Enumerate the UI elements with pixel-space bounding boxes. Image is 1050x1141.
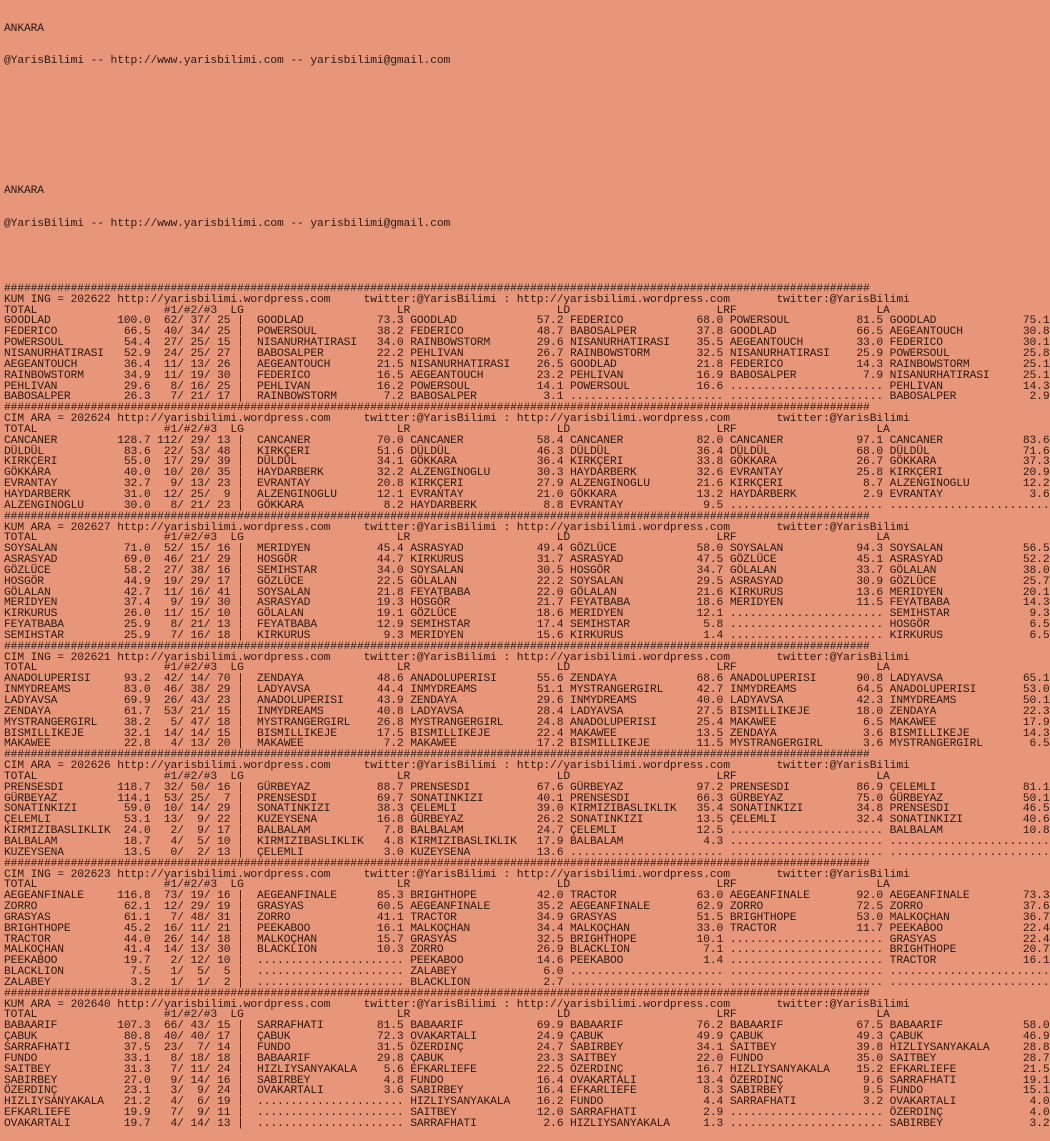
race-row: FEYATBABA 25.9 8/ 21/ 13 | FEYATBABA 12.9 SEMIHSTAR 17.4 SEMIHSTAR 5.8 ....................... HOSGÖR 6.5 (4, 619, 1050, 632)
header-contact: @YarisBilimi -- http://www.yarisbilimi.com -- yarisbilimi@gmail.com (4, 55, 451, 68)
race-row: ANADOLUPERISI 93.2 42/ 14/ 70 | ZENDAYA 48.6 ANADOLUPERISI 55.6 ZENDAYA 68.6 ANADOLUPERISI 90.8 LADYAVSA 65.1 (4, 673, 1050, 686)
race-row: OVAKARTALI 19.7 4/ 14/ 13 | ...................... SARRAFHATI 2.6 HIZLIYSANYAKALA 1.3 ....................... SABIRBEY 3.2 (4, 1117, 1050, 1130)
separator-line: ################################################################################################################################## (4, 987, 870, 1000)
column-header: TOTAL #1/#2/#3 LG LR LD LRF LA (4, 532, 890, 545)
race-row: SEMIHSTAR 25.9 7/ 16/ 18 | KIRKURUS 9.3 MERIDYEN 15.6 KIRKURUS 1.4 ....................... KIRKURUS 6.5 (4, 629, 1050, 642)
race-row: ÖZERDINÇ 23.1 3/ 9/ 24 | OVAKARTALI 3.6 SABIRBEY 16.4 EFKARLIEFE 8.3 SABIRBEY 9.5 FUNDO 15.1 (4, 1085, 1050, 1098)
race-row: EFKARLIEFE 19.9 7/ 9/ 11 | ...................... SAITBEY 12.0 SARRAFHATI 2.9 ....................... ÖZERDINÇ 4.0 (4, 1107, 1050, 1120)
race-row: BRIGHTHOPE 45.2 16/ 11/ 21 | PEEKABOO 16.1 MALKOÇHAN 34.4 MALKOÇHAN 33.0 TRACTOR 11.7 PEEKABOO 22.4 (4, 922, 1050, 935)
race-row: SABIRBEY 27.0 9/ 14/ 16 | SABIRBEY 4.8 FUNDO 16.4 OVAKARTALI 13.4 ÖZERDINÇ 9.6 SARRAFHATI 19.1 (4, 1074, 1050, 1087)
race-row: MAKAWEE 22.8 4/ 13/ 20 | MAKAWEE 7.2 MAKAWEE 17.2 BISMILLIKEJE 11.5 MYSTRANGERGIRL 3.6 MYSTRANGERGIRL 6.5 (4, 738, 1050, 751)
race-row: MALKOÇHAN 41.4 14/ 13/ 30 | BLACKLION 10.3 ZORRO 26.9 BLACKLION 7.1 ....................... BRIGHTHOPE 20.7 (4, 944, 1050, 957)
race-row: HOSGÖR 44.9 19/ 29/ 17 | GÖZLÜCE 22.5 GÖLALAN 22.2 SOYSALAN 29.5 ASRASYAD 30.9 GÖZLÜCE 25.7 (4, 575, 1050, 588)
race-row: SAITBEY 31.3 7/ 11/ 24 | HIZLIYSANYAKALA 5.6 EFKARLIEFE 22.5 ÖZERDINÇ 16.7 HIZLIYSANYAKALA 15.2 EFKARLIEFE 21.5 (4, 1063, 1050, 1076)
race-title: CIM ARA = 202624 http://yarisbilimi.wordpress.com twitter:@YarisBilimi : http://yarisbilimi.wordpress.com twitter:@YarisBilimi (4, 413, 910, 426)
race-row: ALZENGINOGLU 30.0 8/ 21/ 23 | GÖKKARA 8.2 HAYDARBERK 8.8 EVRANTAY 9.5 ....................... ........................ (4, 499, 1050, 512)
race-row: PEHLIVAN 29.6 8/ 16/ 25 | PEHLIVAN 16.2 POWERSOUL 14.1 POWERSOUL 16.6 ....................... PEHLIVAN 14.3 (4, 380, 1050, 393)
header-city-repeat: ANKARA (4, 185, 44, 198)
race-title: KUM ING = 202622 http://yarisbilimi.wordpress.com twitter:@YarisBilimi : http://yarisbilimi.wordpress.com twitter:@YarisBilimi (4, 293, 910, 306)
race-row: HAYDARBERK 31.0 12/ 25/ 9 | ALZENGINOGLU 12.1 EVRANTAY 21.0 GÖKKARA 13.2 HAYDARBERK 2.9 EVRANTAY 3.6 (4, 488, 1050, 501)
race-row: SONATINKIZI 59.0 10/ 14/ 29 | SONATINKIZI 38.3 ÇELEMLI 39.0 KIRMIZIBASLIKLIK 35.4 SONATINKIZI 34.8 PRENSESDI 46.5 (4, 803, 1050, 816)
column-header: TOTAL #1/#2/#3 LG LR LD LRF LA (4, 879, 890, 892)
race-row: KIRKURUS 26.0 11/ 15/ 10 | GÖLALAN 19.1 GÖZLÜCE 18.6 MERIDYEN 12.1 ....................... SEMIHSTAR 9.3 (4, 608, 1050, 621)
race-row: POWERSOUL 54.4 27/ 25/ 15 | NISANURHATIRASI 34.0 RAINBOWSTORM 29.6 NISANURHATIRASI 35.5 AEGEANTOUCH 33.0 FEDERICO 30.1 (4, 337, 1050, 350)
race-row: HIZLIYSANYAKALA 21.2 4/ 6/ 19 | ...................... HIZLIYSANYAKALA 16.2 FUNDO 4.4 SARRAFHATI 3.2 OVAKARTALI 4.0 (4, 1096, 1050, 1109)
blank-line (4, 154, 1050, 165)
race-row: PEEKABOO 19.7 2/ 12/ 10 | ...................... PEEKABOO 14.6 PEEKABOO 1.4 ....................... TRACTOR 16.1 (4, 955, 1050, 968)
race-row: KUZEYSENA 13.5 0/ 2/ 13 | ÇELEMLI 3.0 KUZEYSENA 13.6 ....................... ....................... ........................ (4, 846, 1050, 859)
race-row: KIRKÇERI 55.0 17/ 29/ 39 | DÜLDÜL 34.1 GÖKKARA 36.4 KIRKÇERI 33.8 GÖKKARA 26.7 GÖKKARA 37.3 (4, 456, 1050, 469)
race-row: ZALABEY 3.2 1/ 1/ 2 | ...................... BLACKLION 2.7 ....................... ....................... ........................ (4, 976, 1050, 989)
separator-line: ################################################################################################################################## (4, 282, 870, 295)
race-row: ÇELEMLI 53.1 13/ 9/ 22 | KUZEYSENA 16.8 GÜRBEYAZ 26.2 SONATINKIZI 13.5 ÇELEMLI 32.4 SONATINKIZI 40.6 (4, 814, 1050, 827)
race-row: EVRANTAY 32.7 9/ 13/ 23 | EVRANTAY 20.8 KIRKÇERI 27.9 ALZENGINOGLU 21.6 KIRKÇERI 8.7 ALZENGINOGLU 12.2 (4, 478, 1050, 491)
race-row: GRASYAS 61.1 7/ 48/ 31 | ZORRO 41.1 TRACTOR 34.9 GRASYAS 51.5 BRIGHTHOPE 53.0 MALKOÇHAN 36.7 (4, 911, 1050, 924)
race-row: BISMILLIKEJE 32.1 14/ 14/ 15 | BISMILLIKEJE 17.5 BISMILLIKEJE 22.4 MAKAWEE 13.5 ZENDAYA 3.6 BISMILLIKEJE 14.3 (4, 727, 1050, 740)
race-row: NISANURHATIRASI 52.9 24/ 25/ 27 | BABOSALPER 22.2 PEHLIVAN 26.7 RAINBOWSTORM 32.5 NISANURHATIRASI 25.9 POWERSOUL 25.8 (4, 348, 1050, 360)
separator-line: ################################################################################################################################## (4, 749, 870, 762)
race-row: ASRASYAD 69.0 46/ 21/ 29 | HOSGÖR 44.7 KIRKURUS 31.7 ASRASYAD 47.5 GÖZLÜCE 45.1 ASRASYAD 52.2 (4, 554, 1050, 567)
column-header: TOTAL #1/#2/#3 LG LR LD LRF LA (4, 423, 890, 436)
race-row: SARRAFHATI 37.5 23/ 7/ 14 | FUNDO 31.5 ÖZERDINÇ 24.7 SABIRBEY 34.1 SAITBEY 39.8 HIZLIYSANYAKALA 28.8 (4, 1042, 1050, 1054)
column-header: TOTAL #1/#2/#3 LG LR LD LRF LA (4, 1009, 890, 1022)
race-row: BABAARIF 107.3 66/ 43/ 15 | SARRAFHATI 81.5 BABAARIF 69.9 BABAARIF 76.2 BABAARIF 67.5 BABAARIF 58.0 (4, 1020, 1050, 1033)
race-row: SOYSALAN 71.0 52/ 15/ 16 | MERIDYEN 45.4 ASRASYAD 49.4 GÖZLÜCE 58.0 SOYSALAN 94.3 SOYSALAN 56.5 (4, 543, 1050, 556)
race-row: FUNDO 33.1 8/ 18/ 18 | BABAARIF 29.8 ÇABUK 23.3 SAITBEY 22.0 FUNDO 35.0 SAITBEY 28.7 (4, 1052, 1050, 1065)
race-row: GÖZLÜCE 58.2 27/ 38/ 16 | SEMIHSTAR 34.0 SOYSALAN 30.5 HOSGÖR 34.7 GÖLALAN 33.7 GÖLALAN 38.0 (4, 564, 1050, 577)
race-title: CIM ING = 202623 http://yarisbilimi.wordpress.com twitter:@YarisBilimi : http://yarisbilimi.wordpress.com twitter:@YarisBilimi (4, 868, 910, 881)
race-title: CIM ING = 202621 http://yarisbilimi.wordpress.com twitter:@YarisBilimi : http://yarisbilimi.wordpress.com twitter:@YarisBilimi (4, 651, 910, 664)
race-row: GÖKKARA 40.0 10/ 20/ 35 | HAYDARBERK 32.2 ALZENGINOGLU 30.3 HAYDARBERK 32.6 EVRANTAY 25.8 KIRKÇERI 20.9 (4, 467, 1050, 480)
race-row: GÜRBEYAZ 114.1 53/ 25/ 7 | PRENSESDI 69.7 SONATINKIZI 40.1 PRENSESDI 66.3 GÜRBEYAZ 75.0 GÜRBEYAZ 50.1 (4, 792, 1050, 805)
separator-line: ################################################################################################################################## (4, 640, 870, 653)
separator-line: ################################################################################################################################## (4, 857, 870, 870)
race-row: MERIDYEN 37.4 9/ 19/ 30 | ASRASYAD 19.3 HOSGÖR 21.7 FEYATBABA 18.6 MERIDYEN 11.5 FEYATBABA 14.3 (4, 597, 1050, 610)
race-title: CIM ARA = 202626 http://yarisbilimi.wordpress.com twitter:@YarisBilimi : http://yarisbilimi.wordpress.com twitter:@YarisBilimi (4, 760, 910, 773)
race-row: BABOSALPER 26.3 7/ 21/ 17 | RAINBOWSTORM 7.2 BABOSALPER 3.1 ....................... ....................... BABOSALPER 2.9 (4, 391, 1050, 404)
race-sections (4, 284, 1050, 1130)
column-header: TOTAL #1/#2/#3 LG LR LD LRF LA (4, 770, 890, 783)
race-row: AEGEANTOUCH 36.4 11/ 13/ 26 | AEGEANTOUCH 21.5 NISANURHATIRASI 26.5 GOODLAD 21.8 FEDERICO 14.3 RAINBOWSTORM 25.1 (4, 358, 1050, 371)
blank-line (4, 251, 1050, 262)
separator-line: ################################################################################################################################## (4, 510, 870, 523)
race-row: INMYDREAMS 83.0 46/ 38/ 29 | LADYAVSA 44.4 INMYDREAMS 51.1 MYSTRANGERGIRL 42.7 INMYDREAMS 64.5 ANADOLUPERISI 53.0 (4, 684, 1050, 697)
race-row: RAINBOWSTORM 34.9 11/ 19/ 30 | FEDERICO 16.5 AEGEANTOUCH 23.2 PEHLIVAN 16.9 BABOSALPER 7.9 NISANURHATIRASI 25.1 (4, 369, 1050, 382)
race-row: PRENSESDI 118.7 32/ 50/ 16 | GÜRBEYAZ 88.7 PRENSESDI 67.6 GÜRBEYAZ 97.2 PRENSESDI 86.9 ÇELEMLI 81.1 (4, 781, 1050, 794)
race-title: KUM ARA = 202627 http://yarisbilimi.wordpress.com twitter:@YarisBilimi : http://yarisbilimi.wordpress.com twitter:@YarisBilimi (4, 521, 910, 534)
race-report-document (4, 2, 1050, 1141)
blank-line (4, 89, 1050, 100)
header-contact-repeat: @YarisBilimi -- http://www.yarisbilimi.com -- yarisbilimi@gmail.com (4, 217, 451, 230)
race-row: ZENDAYA 61.7 53/ 21/ 15 | INMYDREAMS 40.8 LADYAVSA 28.4 LADYAVSA 27.5 BISMILLIKEJE 18.0 ZENDAYA 22.3 (4, 705, 1050, 718)
race-title: KUM ARA = 202640 http://yarisbilimi.wordpress.com twitter:@YarisBilimi : http://yarisbilimi.wordpress.com twitter:@YarisBilimi (4, 998, 910, 1011)
column-header: TOTAL #1/#2/#3 LG LR LD LRF LA (4, 304, 890, 317)
race-row: GÖLALAN 42.7 11/ 16/ 41 | SOYSALAN 21.8 FEYATBABA 22.0 GÖLALAN 21.6 KIRKURUS 13.6 MERIDYEN 20.1 (4, 586, 1050, 599)
race-row: TRACTOR 44.0 26/ 14/ 18 | MALKOÇHAN 15.7 GRASYAS 32.5 BRIGHTHOPE 10.1 ....................... GRASYAS 22.4 (4, 933, 1050, 946)
race-row: BLACKLION 7.5 1/ 5/ 5 | ...................... ZALABEY 6.0 ....................... ....................... ........................ (4, 966, 1050, 979)
race-row: KIRMIZIBASLIKLIK 24.0 2/ 9/ 17 | BALBALAM 7.8 BALBALAM 24.7 ÇELEMLI 12.5 ....................... BALBALAM 10.8 (4, 825, 1050, 838)
race-row: GOODLAD 100.0 62/ 37/ 25 | GOODLAD 73.3 GOODLAD 57.2 FEDERICO 68.0 POWERSOUL 81.5 GOODLAD 75.1 (4, 315, 1050, 328)
race-row: DÜLDÜL 83.6 22/ 53/ 48 | KIRKÇERI 51.6 DÜLDÜL 46.3 DÜLDÜL 36.4 DÜLDÜL 68.0 DÜLDÜL 71.6 (4, 445, 1050, 458)
race-row: BALBALAM 18.7 4/ 5/ 10 | KIRMIZIBASLIKLIK 4.8 KIRMIZIBASLIKLIK 17.9 BALBALAM 4.3 ....................... ........................ (4, 835, 1050, 848)
race-row: LADYAVSA 69.9 26/ 43/ 23 | ANADOLUPERISI 43.9 ZENDAYA 29.6 INMYDREAMS 40.0 LADYAVSA 42.3 INMYDREAMS 50.1 (4, 695, 1050, 707)
blank-line (4, 121, 1050, 132)
race-row: ZORRO 62.1 12/ 29/ 19 | GRASYAS 60.5 AEGEANFINALE 35.2 AEGEANFINALE 62.9 ZORRO 72.5 ZORRO 37.6 (4, 901, 1050, 914)
race-row: AEGEANFINALE 116.8 73/ 19/ 16 | AEGEANFINALE 85.3 BRIGHTHOPE 42.0 TRACTOR 63.0 AEGEANFINALE 92.0 AEGEANFINALE 73.3 (4, 890, 1050, 903)
race-row: MYSTRANGERGIRL 38.2 5/ 47/ 18 | MYSTRANGERGIRL 26.8 MYSTRANGERGIRL 24.8 ANADOLUPERISI 25.4 MAKAWEE 6.5 MAKAWEE 17.9 (4, 716, 1050, 729)
separator-line: ################################################################################################################################## (4, 402, 870, 415)
column-header: TOTAL #1/#2/#3 LG LR LD LRF LA (4, 662, 890, 675)
race-row: ÇABUK 80.8 40/ 40/ 17 | ÇABUK 72.3 OVAKARTALI 24.9 ÇABUK 49.9 ÇABUK 49.3 ÇABUK 46.9 (4, 1031, 1050, 1044)
header-city: ANKARA (4, 22, 44, 35)
race-row: CANCANER 128.7 112/ 29/ 13 | CANCANER 70.0 CANCANER 58.4 CANCANER 82.0 CANCANER 97.1 CANCANER 83.6 (4, 434, 1050, 447)
race-row: FEDERICO 66.5 40/ 34/ 25 | POWERSOUL 38.2 FEDERICO 48.7 BABOSALPER 37.8 GOODLAD 66.5 AEGEANTOUCH 30.8 (4, 326, 1050, 339)
